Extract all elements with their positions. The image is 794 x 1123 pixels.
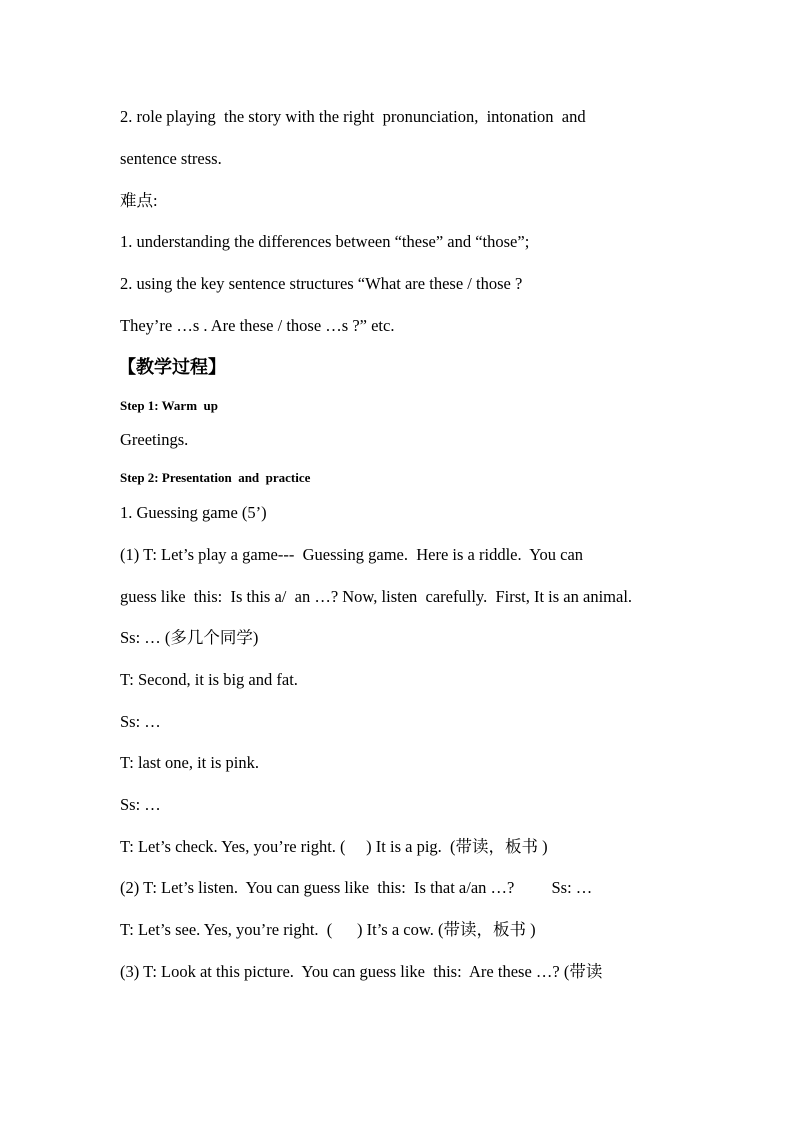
dialogue-line: Ss: … [120, 712, 161, 731]
objective-line-2: 2. role playing the story with the right pronunciation, intonation and [120, 107, 586, 126]
greetings-line: Greetings. [120, 430, 189, 449]
teaching-process-heading: 【教学过程】 [118, 357, 226, 378]
dialogue-line: T: Second, it is big and fat. [120, 670, 298, 689]
dialogue-line: Ss: … [120, 795, 161, 814]
dialogue-line: T: Let’s check. Yes, you’re right. ( ) It is a pig. (带读，板书 ) [120, 837, 548, 856]
objective-line-2-cont: sentence stress. [120, 149, 222, 168]
step-1-heading: Step 1: Warm up [120, 398, 218, 413]
difficulty-item-2: 2. using the key sentence structures “What are these / those ? [120, 274, 523, 293]
dialogue-line: guess like this: Is this a/ an …? Now, listen carefully. First, It is an animal. [120, 587, 633, 606]
difficulty-heading: 难点: [120, 191, 158, 210]
difficulty-item-2-cont: They’re …s . Are these / those …s ?” etc. [120, 316, 395, 335]
dialogue-line: T: Let’s see. Yes, you’re right. ( ) It’s a cow. (带读，板书 ) [120, 920, 536, 939]
dialogue-line: T: last one, it is pink. [120, 753, 259, 772]
dialogue-line: (2) T: Let’s listen. You can guess like this: Is that a/an …? Ss: … [120, 878, 593, 897]
dialogue-line: Ss: … (多几个同学) [120, 628, 259, 647]
dialogue-line: (1) T: Let’s play a game--- Guessing game. Here is a riddle. You can [120, 545, 584, 564]
step-2-heading: Step 2: Presentation and practice [120, 470, 311, 485]
dialogue-line: (3) T: Look at this picture. You can guess like this: Are these …? (带读 [120, 962, 603, 981]
difficulty-item-1: 1. understanding the differences between “these” and “those”; [120, 232, 530, 251]
guessing-game-title: 1. Guessing game (5’) [120, 503, 267, 522]
